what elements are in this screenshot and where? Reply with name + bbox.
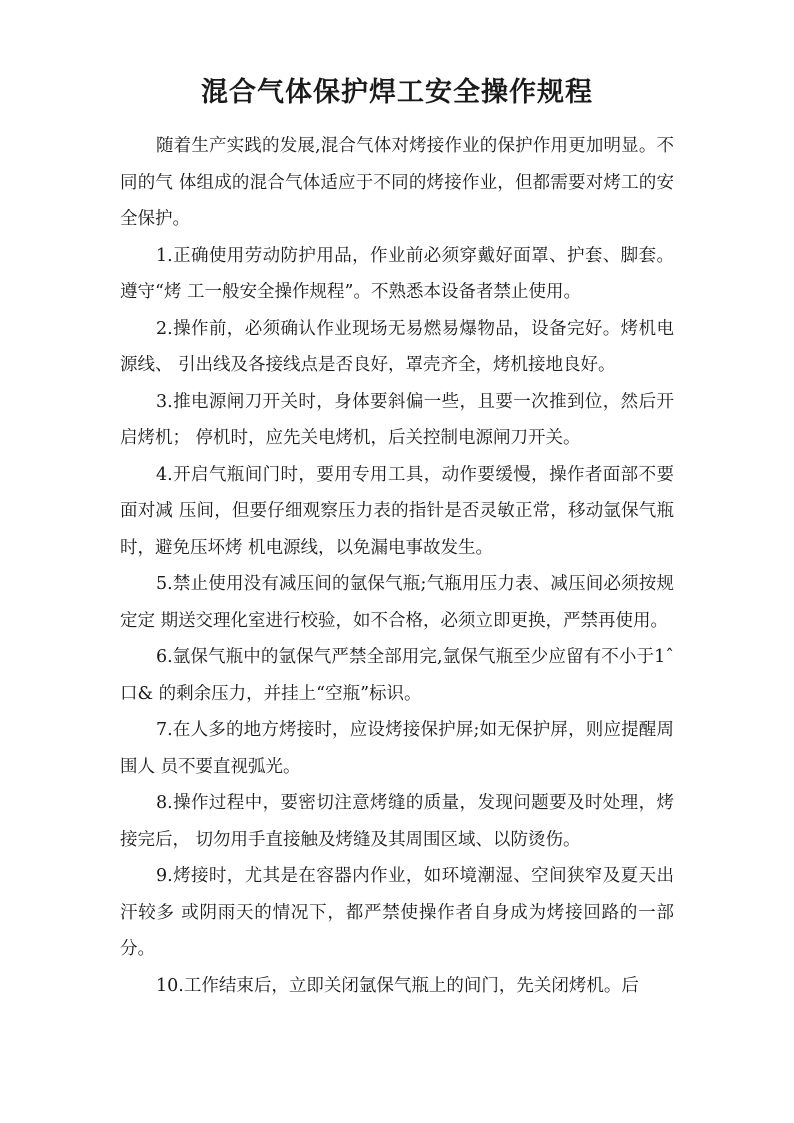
rule-9-paragraph: 9.烤接时，尤其是在容器内作业，如环境潮湿、空间狭窄及夏天出汗较多 或阴雨天的情况下，都严禁使操作者自身成为烤接回路的一部分。: [120, 866, 674, 959]
rule-7-paragraph: 7.在人多的地方烤接时，应设烤接保护屏;如无保护屏，则应提醒周围人 员不要直视弧光。: [120, 720, 674, 777]
rule-2-paragraph: 2.操作前，必须确认作业现场无易燃易爆物品，设备完好。烤机电源线、 引出线及各接线点是否良好，罩壳齐全，烤机接地良好。: [120, 318, 674, 375]
document-body: [120, 128, 674, 1004]
intro-paragraph: 随着生产实践的发展,混合气体对烤接作业的保护作用更加明显。不同的气 体组成的混合气体适应于不同的烤接作业，但都需要对烤工的安全保护。: [120, 136, 674, 229]
rule-1-paragraph: 1.正确使用劳动防护用品，作业前必须穿戴好面罩、护套、脚套。遵守“烤 工一般安全操作规程”。不熟悉本设备者禁止使用。: [120, 245, 674, 302]
rule-4-paragraph: 4.开启气瓶间门时，要用专用工具，动作要缓慢，操作者面部不要面对减 压间，但要仔细观察压力表的指针是否灵敏正常，移动氩保气瓶时，避免压坏烤 机电源线，以免漏电事故发生。: [120, 464, 674, 558]
rule-3-paragraph: 3.推电源闸刀开关时，身体要斜偏一些，且要一次推到位，然后开启烤机； 停机时，应先关电烤机，后关控制电源闸刀开关。: [120, 391, 674, 448]
rule-5-paragraph: 5.禁止使用没有减压间的氩保气瓶;气瓶用压力表、减压间必须按规定定 期送交理化室进行校验，如不合格，必须立即更换，严禁再使用。: [120, 574, 674, 631]
document-title: 混合气体保护焊工安全操作规程: [201, 77, 593, 108]
rule-6-paragraph: 6.氩保气瓶中的氩保气严禁全部用完,氩保气瓶至少应留有不小于1ˆ口& 的剩余压力，并挂上“空瓶”标识。: [120, 647, 674, 704]
rule-10-paragraph: 10.工作结束后，立即关闭氩保气瓶上的间门，先关闭烤机。后: [156, 975, 639, 996]
rule-8-paragraph: 8.操作过程中，要密切注意烤缝的质量，发现问题要及时处理，烤接完后， 切勿用手直接触及烤缝及其周围区域、以防烫伤。: [120, 793, 674, 850]
